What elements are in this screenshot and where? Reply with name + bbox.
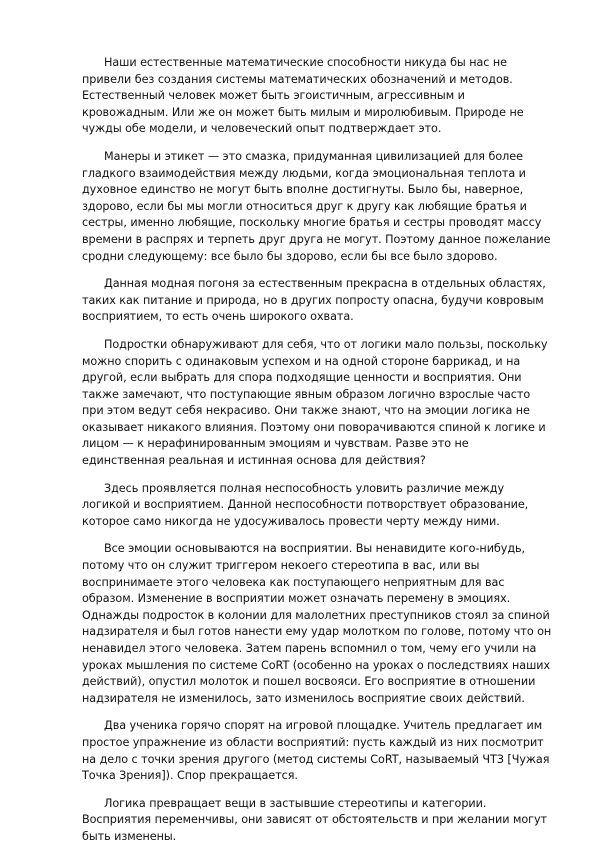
document-page [82, 55, 552, 857]
paragraph: Наши естественные математические способности никуда бы нас не привели без создания системы математических обозначений и методов. Естественный человек может быть эгоистичным, агрессивным и кровожадным. Или же он может быть милым и миролюбивым. Природе не чужды обе модели, и человеческий опыт подтверждает это. [82, 56, 524, 136]
paragraph: Манеры и этикет — это смазка, придуманная цивилизацией для более гладкого взаимодействия между людьми, когда эмоциональная теплота и духовное единство не могут быть вполне достигнуты. Было бы, наверное, здорово, если бы мы могли относиться друг к другу как любящие братья и сестры, именно любящие, поскольку многие братья и сестры проводят массу времени в распрях и терпеть друг друга не могут. Поэтому данное пожелание сродни следующему: все было бы здорово, если бы все было здорово. [82, 149, 551, 263]
paragraph: Данная модная погоня за естественным прекрасна в отдельных областях, таких как питание и природа, но в других попросту опасна, будучи ковровым восприятием, то есть очень широкого охвата. [82, 277, 546, 324]
paragraph: Логика превращает вещи в застывшие стереотипы и категории. Восприятия переменчивы, они зависят от обстоятельств и при желании могут быть изменены. [82, 796, 548, 843]
paragraph: Все эмоции основываются на восприятии. Вы ненавидите кого-нибудь, потому что он служит триггером некоего стереотипа в вас, или вы воспринимаете этого человека как поступающего неприятным для вас образом. Изменение в восприятии может означать перемену в эмоциях. Однажды подросток в колонии для малолетних преступников стоял за спиной надзирателя и был готов нанести ему удар молотком по голове, потому что он ненавидел этого человека. Затем парень вспомнил о том, чему его учили на уроках мышления по системе CoRT (особенно на уроках о последствиях наших действий), опустил молоток и пошел восвояси. Его восприятие в отношении надзирателя не изменилось, зато изменилось восприятие своих действий. [82, 542, 552, 705]
paragraph: Два ученика горячо спорят на игровой площадке. Учитель предлагает им простое упражнение из области восприятий: пусть каждый из них посмотрит на дело с точки зрения другого (метод системы CoRT, называемый ЧТЗ [Чужая Точка Зрения]). Спор прекращается. [82, 719, 550, 783]
paragraph: Подростки обнаруживают для себя, что от логики мало пользы, поскольку можно спорить с одинаковым успехом и на одной стороне баррикад, и на другой, если выбрать для спора подходящие ценности и восприятия. Они также замечают, что поступающие явным образом логично взрослые часто при этом ведут себя некрасиво. Они также знают, что на эмоции логика не оказывает никакого влияния. Поэтому они поворачиваются спиной к логике и лицом — к нерафинированным эмоциям и чувствам. Разве это не единственная реальная и истинная основа для действия? [82, 337, 548, 468]
paragraph: Здесь проявляется полная неспособность уловить различие между логикой и восприятием. Данной неспособности потворствует образование, которое само никогда не удосуживалось провести черту между ними. [82, 481, 529, 528]
